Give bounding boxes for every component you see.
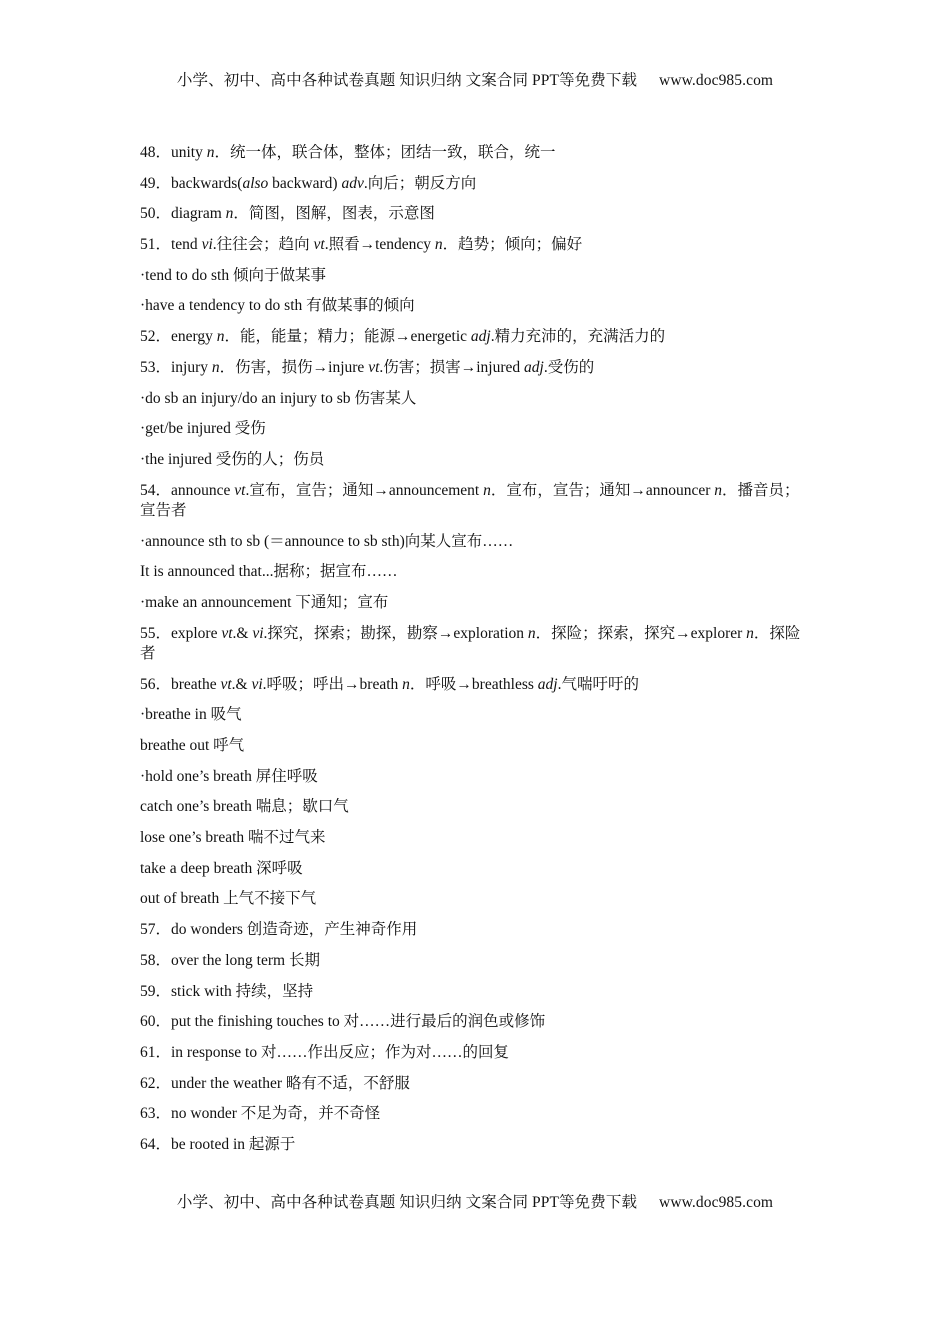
part-of-speech: n — [527, 624, 536, 642]
line-text: .往往会；趋向 — [212, 236, 314, 254]
vocab-line — [140, 389, 812, 409]
vocab-line — [140, 624, 812, 664]
vocab-line — [140, 204, 812, 224]
vocab-line — [140, 419, 812, 439]
line-text: out of breath 上气不接下气 — [140, 890, 317, 908]
vocab-line — [140, 562, 812, 582]
vocab-line — [140, 1043, 812, 1063]
line-text: It is announced that...据称；据宣布…… — [140, 563, 398, 581]
line-text: ．统一体，联合体，整体；团结一致，联合，统一 — [214, 144, 556, 161]
part-of-speech: adv — [341, 174, 364, 192]
vocab-line — [140, 1012, 812, 1032]
line-text: ．趋势；倾向；偏好 — [442, 236, 583, 254]
vocab-line — [140, 481, 812, 521]
vocab-line — [140, 889, 812, 909]
line-text: ·breathe in 吸气 — [140, 706, 242, 724]
vocab-line — [140, 1074, 812, 1094]
line-text: backward) — [268, 174, 342, 192]
line-text: .精力充沛的，充满活力的 — [490, 328, 666, 346]
line-text: 55．explore — [140, 624, 222, 642]
line-text: 61．in response to 对……作出反应；作为对……的回复 — [140, 1043, 509, 1061]
part-of-speech: adj — [537, 675, 558, 693]
vocab-line — [140, 951, 812, 971]
line-text: .呼吸；呼出→breath — [262, 675, 403, 693]
line-text: 63．no wonder 不足为奇，并不奇怪 — [140, 1105, 381, 1123]
line-text: 62．under the weather 略有不适，不舒服 — [140, 1074, 410, 1092]
part-of-speech: n — [216, 328, 225, 346]
line-text: 52．energy — [140, 328, 217, 346]
line-text: catch one’s breath 喘息；歇口气 — [140, 798, 349, 816]
line-text: ．探险者 — [140, 624, 801, 662]
vocab-line — [140, 920, 812, 940]
vocab-line — [140, 327, 812, 347]
footer-text: 小学、初中、高中各种试卷真题 知识归纳 文案合同 PPT等免费下载 — [176, 1194, 638, 1211]
line-text: 54．announce — [140, 481, 235, 499]
part-of-speech: adj — [470, 328, 491, 346]
line-text: .& — [231, 675, 252, 693]
line-text: ·have a tendency to do sth 有做某事的倾向 — [140, 297, 415, 315]
line-text: 48．unity — [140, 144, 207, 161]
vocabulary-list — [140, 143, 812, 1166]
header-site-link[interactable]: www.doc985.com — [659, 72, 774, 89]
header-text: 小学、初中、高中各种试卷真题 知识归纳 文案合同 PPT等免费下载 — [176, 72, 638, 89]
part-of-speech: vt — [221, 624, 233, 642]
line-text: 53．injury — [140, 358, 212, 376]
part-of-speech: vt — [368, 358, 380, 376]
line-text: ·make an announcement 下通知；宣布 — [140, 593, 389, 611]
line-text: lose one’s breath 喘不过气来 — [140, 829, 326, 847]
vocab-line — [140, 797, 812, 817]
part-of-speech: n — [402, 675, 410, 693]
vocab-line — [140, 358, 812, 378]
vocab-line — [140, 450, 812, 470]
line-text: ．宣布，宣告；通知→announcer — [490, 481, 715, 499]
line-text: 64．be rooted in 起源于 — [140, 1135, 296, 1153]
vocab-line — [140, 1135, 812, 1155]
line-text: .向后；朝反方向 — [363, 174, 477, 192]
part-of-speech: n — [211, 358, 220, 376]
page-header — [0, 68, 950, 90]
line-text: ·announce sth to sb (＝announce to sb sth)向某人宣布…… — [140, 532, 514, 550]
vocab-line — [140, 532, 812, 552]
line-text: ·do sb an injury/do an injury to sb 伤害某人 — [140, 389, 417, 407]
line-text: 59．stick with 持续，坚持 — [140, 982, 314, 1000]
part-of-speech: vi — [201, 236, 213, 254]
line-text: ．能，能量；精力；能源→energetic — [224, 328, 471, 346]
line-text: take a deep breath 深呼吸 — [140, 859, 303, 877]
part-of-speech: n — [746, 624, 754, 642]
part-of-speech: vt — [220, 675, 232, 693]
line-text: 60．put the finishing touches to 对……进行最后的润色或修饰 — [140, 1013, 546, 1031]
vocab-line — [140, 736, 812, 756]
part-of-speech: adj — [524, 358, 544, 376]
line-text: 50．diagram — [140, 205, 226, 223]
line-text: ．伤害，损伤→injure — [219, 358, 369, 376]
part-of-speech: vi — [252, 624, 264, 642]
line-text: 56．breathe — [140, 675, 221, 693]
part-of-speech: vt — [313, 236, 325, 254]
footer-site-link[interactable]: www.doc985.com — [659, 1194, 774, 1211]
part-of-speech: n — [225, 205, 234, 223]
line-text: ·the injured 受伤的人；伤员 — [140, 450, 325, 468]
vocab-line — [140, 266, 812, 286]
vocab-line — [140, 982, 812, 1002]
line-text: .伤害；损害→injured — [379, 358, 525, 376]
line-text: 51．tend — [140, 236, 202, 254]
vocab-line — [140, 174, 812, 194]
line-text: ．简图，图解，图表，示意图 — [233, 205, 435, 223]
line-text: ·get/be injured 受伤 — [140, 420, 266, 438]
line-text: 58．over the long term 长期 — [140, 951, 320, 969]
line-text: .气喘吁吁的 — [557, 675, 639, 693]
part-of-speech: vt — [234, 481, 246, 499]
vocab-line — [140, 235, 812, 255]
part-of-speech: n — [483, 481, 491, 499]
line-text: .& — [232, 624, 253, 642]
vocab-line — [140, 143, 812, 163]
line-text: 57．do wonders 创造奇迹，产生神奇作用 — [140, 921, 418, 939]
line-text: ．播音员；宣告者 — [140, 481, 800, 519]
vocab-line — [140, 593, 812, 613]
page-footer — [0, 1190, 950, 1212]
part-of-speech: n — [206, 144, 215, 161]
vocab-line — [140, 705, 812, 725]
vocab-line — [140, 828, 812, 848]
part-of-speech: n — [714, 481, 723, 499]
line-text: ·tend to do sth 倾向于做某事 — [140, 266, 326, 284]
part-of-speech: also — [242, 174, 269, 192]
line-text: ·hold one’s breath 屏住呼吸 — [140, 767, 318, 785]
line-text: .受伤的 — [543, 358, 595, 376]
vocab-line — [140, 675, 812, 695]
line-text: ．探险；探索，探究→explorer — [535, 624, 747, 642]
line-text: .探究，探索；勘探，勘察→exploration — [263, 624, 528, 642]
line-text: breathe out 呼气 — [140, 737, 245, 754]
vocab-line — [140, 767, 812, 787]
vocab-line — [140, 1104, 812, 1124]
part-of-speech: n — [434, 236, 443, 254]
part-of-speech: vi — [251, 675, 263, 693]
line-text: 49．backwards( — [140, 174, 243, 192]
line-text: .照看→tendency — [324, 236, 435, 254]
line-text: .宣布，宣告；通知→announcement — [245, 481, 484, 499]
line-text: ．呼吸→breathless — [409, 675, 538, 693]
vocab-line — [140, 296, 812, 316]
vocab-line — [140, 859, 812, 879]
